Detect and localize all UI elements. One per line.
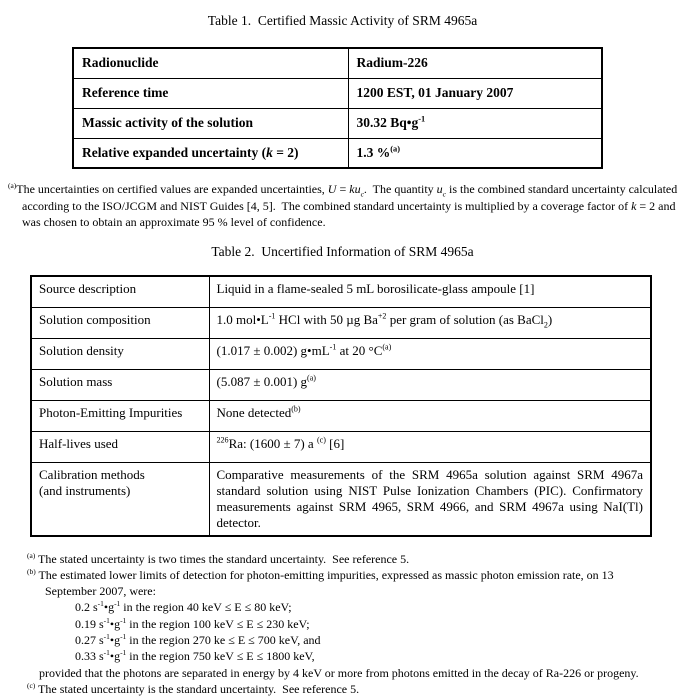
- row-value-cell: (5.087 ± 0.001) $g^{(a)}$: [209, 369, 651, 400]
- table-row: [73, 78, 602, 108]
- footnote-b-item: 0.2 $s^{-1}•g^{-1}$ in the region 40 keV ≤ E ≤ 80 keV;: [75, 599, 292, 615]
- footnote-b-item: 0.27 $s^{-1}•g^{-1}$ in the region 270 ke ≤ E ≤ 700 keV, and: [75, 632, 321, 648]
- table-row: [31, 276, 651, 307]
- table-row: [73, 108, 602, 138]
- row-label-cell: Solution mass: [31, 369, 209, 400]
- row-label-cell: Massic activity of the solution: [73, 108, 348, 138]
- row-value-cell: (1.017 ± 0.002) $g•mL^{-1}$ at 20 $^\circ C^{(a)}$: [209, 338, 651, 369]
- footnote-b: $^{(b)}$ The estimated lower limits of detection for photon-emitting impurities, expressed as massic photon emission rate, on 13 September 2007, were:: [27, 566, 617, 599]
- row-value-cell: Radium-226: [348, 48, 602, 78]
- footnotes-block: [27, 551, 663, 698]
- table2: [30, 275, 652, 537]
- footnote-b-item: 0.19 $s^{-1}•g^{-1}$ in the region 100 keV ≤ E ≤ 230 keV;: [75, 615, 310, 631]
- footnote-b-proviso: provided that the photons are separated in energy by 4 keV or more from photons emitted in the decay of Ra-226 or progeny.: [39, 665, 639, 680]
- table-row: [31, 400, 651, 431]
- table-row: [31, 338, 651, 369]
- row-value-cell: $^{226}$Ra: (1600 ± 7) a $^{(c)}$ [6]: [209, 431, 651, 462]
- table2-title: Table 2. Uncertified Information of SRM 4965a: [211, 243, 474, 259]
- footnote-b-item: 0.33 $s^{-1}•g^{-1}$ in the region 750 keV ≤ E ≤ 1800 keV,: [75, 648, 315, 664]
- row-label-cell: Relative expanded uncertainty (k = 2): [73, 138, 348, 168]
- table-row: [73, 48, 602, 78]
- footnote-a: $^{(a)}$ The stated uncertainty is two times the standard uncertainty. See reference 5.: [27, 550, 410, 566]
- table-row: [31, 369, 651, 400]
- row-label-cell: Source description: [31, 276, 209, 307]
- row-value-cell: Liquid in a flame-sealed 5 mL borosilicate-glass ampoule [1]: [209, 276, 651, 307]
- row-value-cell: 1.3 %$^{(a)}$: [348, 138, 602, 168]
- row-label-cell: Half-lives used: [31, 431, 209, 462]
- table-row: [31, 431, 651, 462]
- row-value-cell: Comparative measurements of the SRM 4965a solution against SRM 4967a standard solution using NIST Pulse Ionization Chambers (PIC). Confirmatory measurements against SRM 4965, SRM 4966, and SRM 4967a using NaI(Tl) detector.: [209, 462, 651, 536]
- row-value-cell: 1.0 $mol•L^{-1}$ HCl with 50 µg $Ba^{+2}$ per gram of solution (as BaCl$_2$): [209, 307, 651, 338]
- table-row: [31, 462, 651, 536]
- table-row: [31, 307, 651, 338]
- row-value-cell: 30.32 $Bq•g^{-1}$: [348, 108, 602, 138]
- row-label-cell: Solution composition: [31, 307, 209, 338]
- table1-title: Table 1. Certified Massic Activity of SRM 4965a: [207, 13, 478, 28]
- table1: [72, 47, 603, 169]
- row-value-cell: None detected$^{(b)}$: [209, 400, 651, 431]
- table1-footnote-a: $^{(a)}$The uncertainties on certified values are expanded uncertainties, $U = ku_c$. The quantity $u_c$ is the combined standard uncertainty calculated according to the ISO/JCGM and NIST Guides [4, 5]. The combined standard uncertainty is multiplied by a coverage factor of k = 2 and was chosen to obtain an approximate 95 % level of confidence.: [8, 181, 681, 230]
- row-label-cell: Photon-Emitting Impurities: [31, 400, 209, 431]
- footnote-c: $^{(c)}$ The stated uncertainty is the standard uncertainty. See reference 5.: [27, 681, 360, 697]
- row-label-cell: Reference time: [73, 78, 348, 108]
- table-row: [73, 138, 602, 168]
- row-value-cell: 1200 EST, 01 January 2007: [348, 78, 602, 108]
- row-label-cell: Solution density: [31, 338, 209, 369]
- row-label-cell: Radionuclide: [73, 48, 348, 78]
- row-label-cell: Calibration methods (and instruments): [31, 462, 209, 536]
